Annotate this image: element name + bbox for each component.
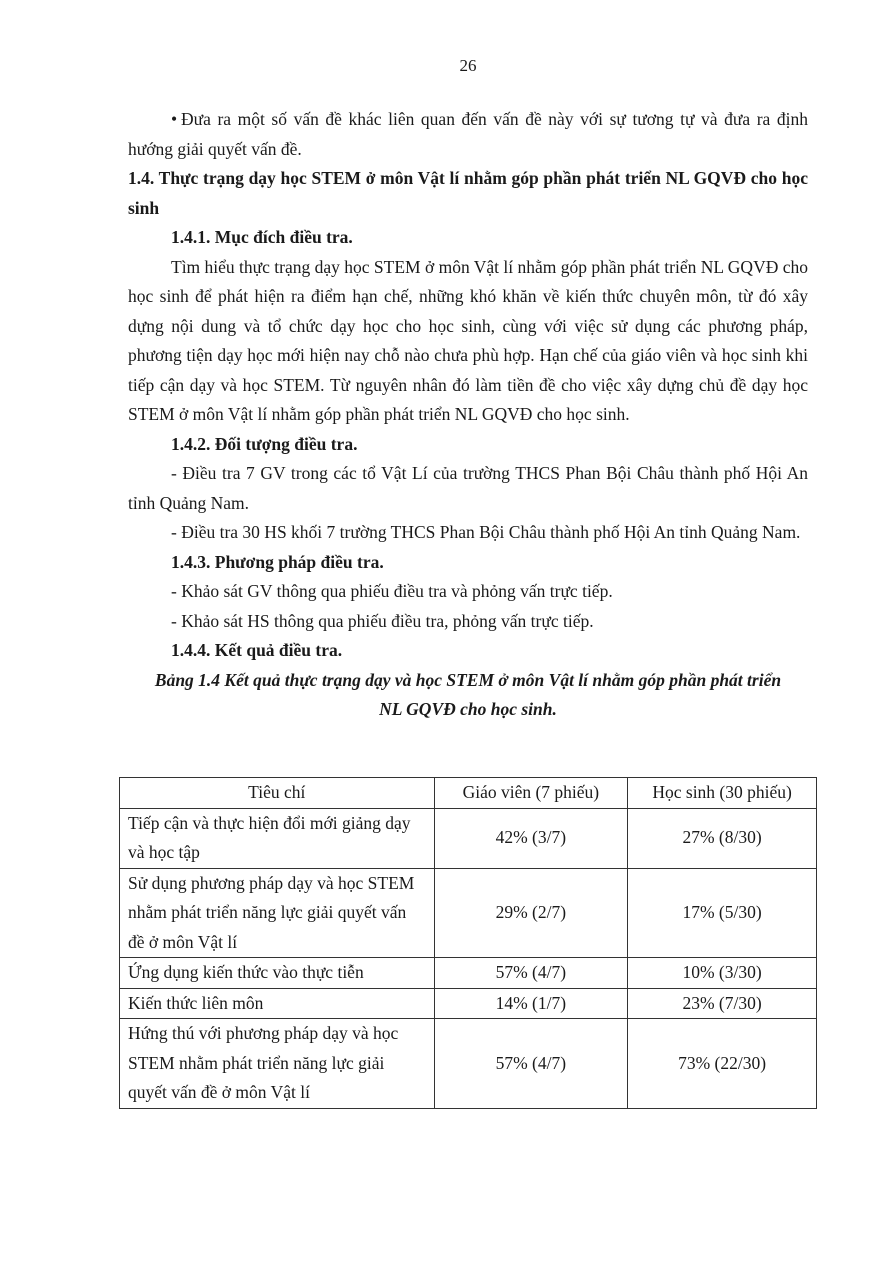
table-header-row: [120, 778, 817, 809]
header-teachers: Giáo viên (7 phiếu): [434, 778, 628, 809]
subsection-heading-3: 1.4.3. Phương pháp điều tra.: [171, 551, 384, 572]
table-row: [120, 988, 817, 1019]
teacher-value-cell: 14% (1/7): [434, 988, 628, 1019]
criteria-cell: Hứng thú với phương pháp dạy và học STEM nhằm phát triển năng lực giải quyết vấn đề ở môn Vật lí: [120, 1019, 435, 1109]
student-value-cell: 73% (22/30): [628, 1019, 817, 1109]
subsection-body-1: Tìm hiểu thực trạng dạy học STEM ở môn Vật lí nhằm góp phần phát triển NL GQVĐ cho học sinh để phát hiện ra điểm hạn chế, những khó khăn về kiến thức chuyên môn, từ đó xây dựng nội dung và tổ chức dạy học cho học sinh, cùng với việc sử dụng các phương pháp, phương tiện dạy học mới hiện nay chỗ nào chưa phù hợp. Hạn chế của giáo viên và học sinh khi tiếp cận dạy và học STEM. Từ nguyên nhân đó làm tiền đề cho việc xây dựng chủ đề dạy học STEM ở môn Vật lí nhằm góp phần phát triển NL GQVĐ cho học sinh.: [128, 256, 808, 424]
criteria-cell: Ứng dụng kiến thức vào thực tiễn: [120, 958, 435, 989]
subsection-heading-2: 1.4.2. Đối tượng điều tra.: [171, 433, 358, 454]
bullet-icon: •: [171, 109, 178, 129]
header-criteria: Tiêu chí: [120, 778, 435, 809]
table-row: [120, 1019, 817, 1109]
table-caption: Bảng 1.4 Kết quả thực trạng dạy và học STEM ở môn Vật lí nhằm góp phần phát triển NL GQVĐ cho học sinh.: [154, 669, 782, 719]
criteria-cell: Tiếp cận và thực hiện đổi mới giảng dạy và học tập: [120, 808, 435, 868]
survey-subject-item: - Điều tra 30 HS khối 7 trường THCS Phan Bội Châu thành phố Hội An tỉnh Quảng Nam.: [171, 522, 801, 542]
page-number: 26: [459, 56, 477, 75]
document-body: [128, 105, 808, 725]
student-value-cell: 10% (3/30): [628, 958, 817, 989]
subsection-heading-4: 1.4.4. Kết quả điều tra.: [171, 640, 343, 660]
results-table: [119, 777, 817, 1109]
table-row: [120, 868, 817, 958]
table-row: [120, 958, 817, 989]
student-value-cell: 23% (7/30): [628, 988, 817, 1019]
table-row: [120, 808, 817, 868]
criteria-cell: Sử dụng phương pháp dạy và học STEM nhằm phát triển năng lực giải quyết vấn đề ở môn Vật lí: [120, 868, 435, 958]
section-heading: 1.4. Thực trạng dạy học STEM ở môn Vật lí nhằm góp phần phát triển NL GQVĐ cho học sinh: [128, 168, 808, 218]
teacher-value-cell: 42% (3/7): [434, 808, 628, 868]
criteria-cell: Kiến thức liên môn: [120, 988, 435, 1019]
subsection-heading-1: 1.4.1. Mục đích điều tra.: [171, 227, 353, 247]
bullet-paragraph: [128, 105, 808, 164]
header-students: Học sinh (30 phiếu): [628, 778, 817, 809]
survey-subject-item: - Điều tra 7 GV trong các tổ Vật Lí của trường THCS Phan Bội Châu thành phố Hội An tỉnh Quảng Nam.: [128, 463, 808, 513]
student-value-cell: 27% (8/30): [628, 808, 817, 868]
student-value-cell: 17% (5/30): [628, 868, 817, 958]
teacher-value-cell: 57% (4/7): [434, 958, 628, 989]
survey-method-item: - Khảo sát HS thông qua phiếu điều tra, phỏng vấn trực tiếp.: [171, 610, 594, 631]
teacher-value-cell: 57% (4/7): [434, 1019, 628, 1109]
bullet-text: Đưa ra một số vấn đề khác liên quan đến vấn đề này với sự tương tự và đưa ra định hướng giải quyết vấn đề.: [128, 109, 808, 159]
teacher-value-cell: 29% (2/7): [434, 868, 628, 958]
survey-method-item: - Khảo sát GV thông qua phiếu điều tra và phỏng vấn trực tiếp.: [171, 581, 613, 601]
